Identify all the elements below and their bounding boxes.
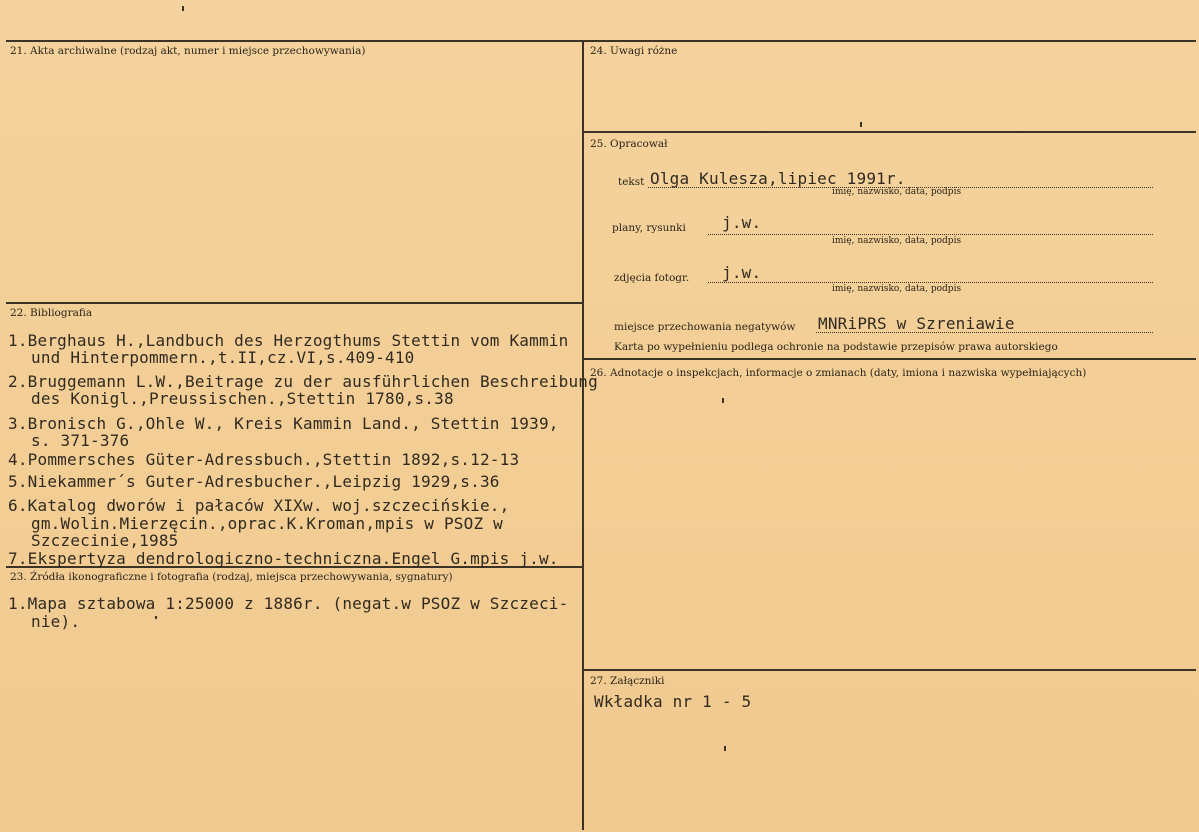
section-21-label: 21. Akta archiwalne (rodzaj akt, numer i miejsce przechowywania) — [10, 45, 366, 57]
bibliography-line: s. 371-376 — [31, 431, 130, 450]
zdjecia-line — [708, 282, 1153, 283]
tekst-value: Olga Kulesza,lipiec 1991r. — [650, 169, 906, 188]
bibliography-line: 5.Niekammer´s Guter-Adresbucher.,Leipzig 1929,s.36 — [8, 472, 500, 491]
bibliography-line: 4.Pommersches Güter-Adressbuch.,Stettin 1892,s.12-13 — [8, 450, 520, 469]
stray-mark — [860, 122, 862, 127]
plany-value: j.w. — [722, 213, 762, 232]
zdjecia-sublabel: imię, nazwisko, data, podpis — [832, 284, 962, 294]
zdjecia-label: zdjęcia fotogr. — [614, 272, 690, 284]
section-25-label: 25. Opracował — [590, 138, 668, 150]
stray-mark — [724, 746, 726, 751]
bibliography-line: 7.Ekspertyza dendrologiczno-techniczna.Engel G.mpis j.w. — [8, 549, 559, 568]
attachments-value: Wkładka nr 1 - 5 — [594, 692, 752, 711]
rule-26 — [584, 358, 1196, 360]
iconography-line: 1.Mapa sztabowa 1:25000 z 1886r. (negat.w PSOZ w Szczeci- — [8, 594, 569, 613]
rule-22 — [6, 302, 582, 304]
section-22-label: 22. Bibliografia — [10, 307, 93, 319]
miejsce-value: MNRiPRS w Szreniawie — [818, 314, 1015, 333]
stray-mark — [722, 398, 724, 403]
iconography-line: nie). — [31, 612, 81, 631]
rule-25 — [584, 131, 1196, 133]
section-26-label: 26. Adnotacje o inspekcjach, informacje o zmianach (daty, imiona i nazwiska wypełniających) — [590, 367, 1087, 379]
plany-line — [708, 234, 1153, 235]
bibliography-line: 1.Berghaus H.,Landbuch des Herzogthums Stettin vom Kammin — [8, 331, 569, 350]
rule-27 — [584, 669, 1196, 671]
section-24-label: 24. Uwagi różne — [590, 45, 678, 57]
stray-mark — [155, 616, 157, 619]
miejsce-line — [816, 332, 1153, 333]
stray-mark — [182, 6, 184, 11]
karta-note: Karta po wypełnieniu podlega ochronie na podstawie przepisów prawa autorskiego — [614, 341, 1058, 353]
bibliography-line: 3.Bronisch G.,Ohle W., Kreis Kammin Land., Stettin 1939, — [8, 414, 559, 433]
zdjecia-value: j.w. — [722, 263, 762, 282]
bibliography-line: des Konigl.,Preussischen.,Stettin 1780,s.38 — [31, 389, 454, 408]
tekst-label: tekst — [618, 176, 645, 188]
bibliography-line: 2.Bruggemann L.W.,Beitrage zu der ausführlichen Beschreibung — [8, 372, 598, 391]
plany-sublabel: imię, nazwisko, data, podpis — [832, 236, 962, 246]
plany-label: plany, rysunki — [612, 222, 686, 234]
top-rule — [6, 40, 1196, 42]
bibliography-line: Szczecinie,1985 — [31, 531, 179, 550]
section-27-label: 27. Załączniki — [590, 675, 665, 687]
tekst-sublabel: imię, nazwisko, data, podpis — [832, 187, 962, 197]
bibliography-line: gm.Wolin.Mierzęcin.,oprac.K.Kroman,mpis w PSOZ w — [31, 514, 503, 533]
bibliography-line: 6.Katalog dworów i pałaców XIXw. woj.szczecińskie., — [8, 496, 510, 515]
section-23-label: 23. Źródła ikonograficzne i fotografia (rodzaj, miejsca przechowywania, sygnatury) — [10, 571, 453, 583]
miejsce-label: miejsce przechowania negatywów — [614, 321, 796, 333]
bibliography-line: und Hinterpommern.,t.II,cz.VI,s.409-410 — [31, 348, 415, 367]
center-divider — [582, 40, 584, 830]
